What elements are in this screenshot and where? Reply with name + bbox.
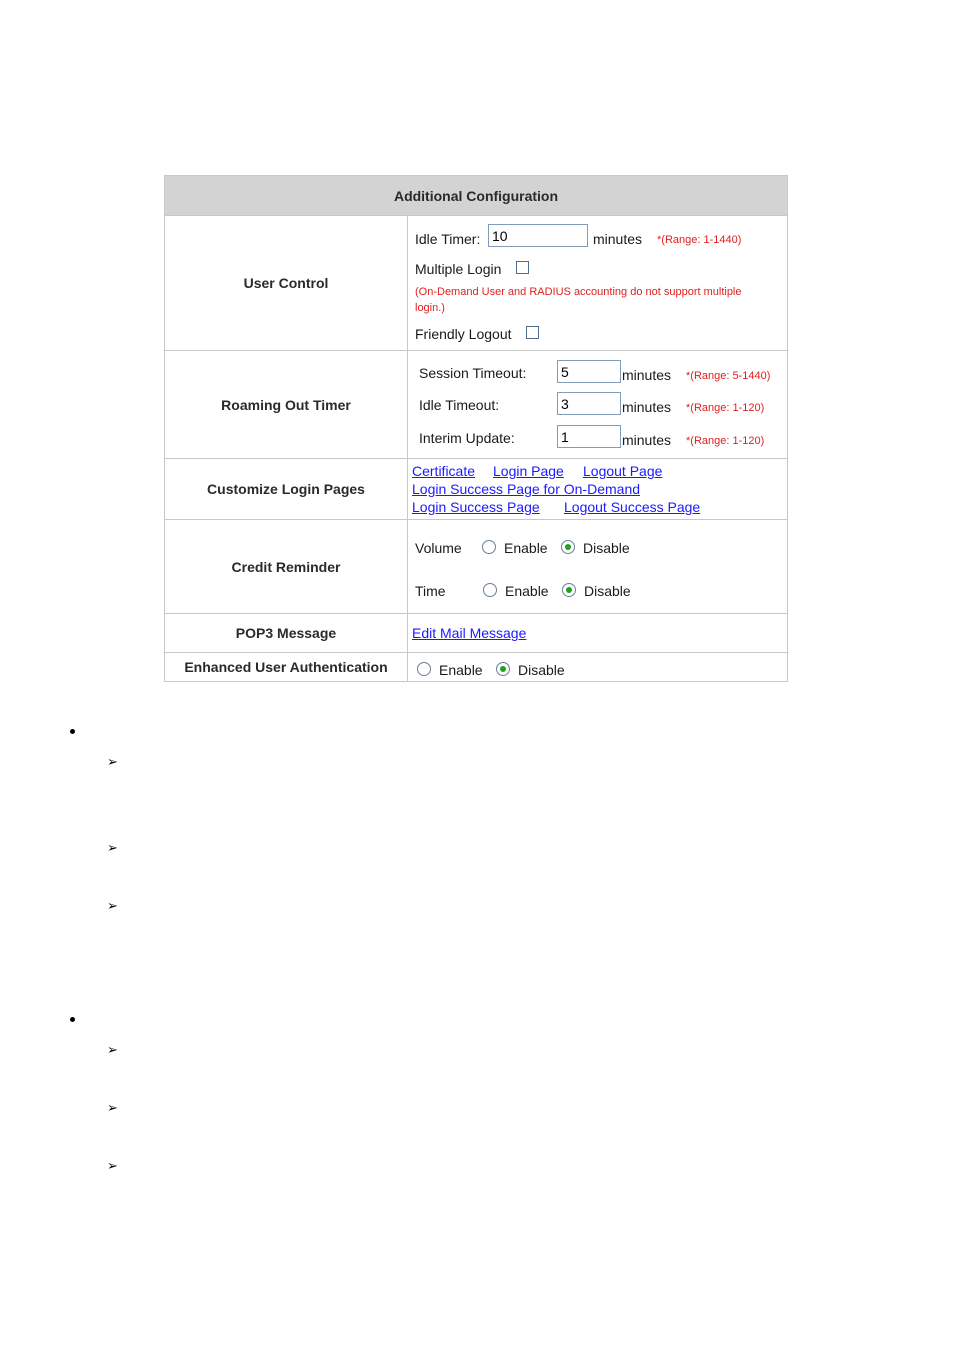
pop3-message-content — [408, 614, 787, 652]
customize-login-pages-row — [165, 459, 787, 520]
credit-reminder-content — [408, 520, 787, 613]
idle-timer-range: *(Range: 1-1440) — [657, 234, 742, 246]
certificate-link[interactable]: Certificate — [412, 463, 476, 479]
session-timeout-range: *(Range: 5-1440) — [686, 370, 771, 382]
enhanced-disable-label: Disable — [518, 662, 565, 678]
user-control-row — [165, 216, 787, 351]
time-enable-label: Enable — [505, 583, 549, 599]
arrow-bullet-icon: ➢ — [107, 840, 118, 855]
arrow-bullet-icon: ➢ — [107, 1042, 118, 1057]
interim-update-minutes: minutes — [622, 432, 672, 448]
arrow-bullet-icon: ➢ — [107, 898, 118, 913]
idle-timeout-label: Idle Timeout: — [419, 397, 500, 413]
additional-configuration-panel — [164, 175, 788, 682]
pop3-message-row — [165, 614, 787, 653]
logout-page-link[interactable]: Logout Page — [583, 463, 663, 479]
enhanced-user-auth-content — [408, 653, 787, 681]
arrow-bullet-icon: ➢ — [107, 754, 118, 769]
arrow-bullet-icon: ➢ — [107, 1100, 118, 1115]
volume-label: Volume — [415, 540, 462, 556]
session-timeout-label: Session Timeout: — [419, 365, 527, 381]
idle-timeout-minutes: minutes — [622, 399, 672, 415]
volume-enable-radio[interactable] — [482, 540, 496, 554]
time-label: Time — [415, 583, 446, 599]
time-disable-label: Disable — [584, 583, 631, 599]
enhanced-enable-radio[interactable] — [417, 662, 431, 676]
volume-enable-label: Enable — [504, 540, 548, 556]
edit-mail-message-link[interactable]: Edit Mail Message — [412, 625, 527, 641]
volume-disable-radio[interactable] — [561, 540, 575, 554]
roaming-out-timer-label: Roaming Out Timer — [165, 351, 408, 458]
friendly-logout-label: Friendly Logout — [415, 326, 512, 342]
interim-update-input[interactable] — [557, 425, 621, 448]
enhanced-enable-label: Enable — [439, 662, 483, 678]
multiple-login-note: (On-Demand User and RADIUS accounting do not support multiple login.) — [415, 286, 742, 314]
multiple-login-checkbox[interactable] — [516, 261, 529, 274]
time-enable-radio[interactable] — [483, 583, 497, 597]
user-control-label: User Control — [165, 216, 408, 350]
credit-reminder-label: Credit Reminder — [165, 520, 408, 613]
roaming-out-timer-row — [165, 351, 787, 459]
idle-timer-label: Idle Timer: — [415, 231, 481, 247]
credit-reminder-row — [165, 520, 787, 614]
bullet-marker — [70, 1017, 75, 1022]
interim-update-label: Interim Update: — [419, 430, 515, 446]
enhanced-user-auth-label: Enhanced User Authentication — [165, 653, 408, 681]
volume-disable-label: Disable — [583, 540, 630, 556]
idle-timeout-range: *(Range: 1-120) — [686, 402, 765, 414]
login-page-link[interactable]: Login Page — [493, 463, 564, 479]
login-success-page-link[interactable]: Login Success Page — [412, 499, 540, 515]
login-success-on-demand-link[interactable]: Login Success Page for On-Demand — [412, 481, 641, 497]
customize-login-pages-label: Customize Login Pages — [165, 459, 408, 519]
customize-login-pages-content — [408, 459, 787, 519]
session-timeout-input[interactable] — [557, 360, 621, 383]
pop3-message-label: POP3 Message — [165, 614, 408, 652]
idle-timeout-input[interactable] — [557, 392, 621, 415]
idle-timer-input[interactable] — [488, 224, 588, 247]
bullet-marker — [70, 729, 75, 734]
idle-timer-minutes: minutes — [593, 231, 643, 247]
enhanced-user-auth-row — [165, 653, 787, 681]
multiple-login-label: Multiple Login — [415, 261, 502, 277]
time-disable-radio[interactable] — [562, 583, 576, 597]
user-control-content — [408, 216, 787, 350]
session-timeout-minutes: minutes — [622, 367, 672, 383]
roaming-out-timer-content — [408, 351, 787, 458]
friendly-logout-checkbox[interactable] — [526, 326, 539, 339]
panel-title: Additional Configuration — [165, 176, 787, 216]
arrow-bullet-icon: ➢ — [107, 1158, 118, 1173]
logout-success-page-link[interactable]: Logout Success Page — [564, 499, 701, 515]
enhanced-disable-radio[interactable] — [496, 662, 510, 676]
interim-update-range: *(Range: 1-120) — [686, 435, 765, 447]
